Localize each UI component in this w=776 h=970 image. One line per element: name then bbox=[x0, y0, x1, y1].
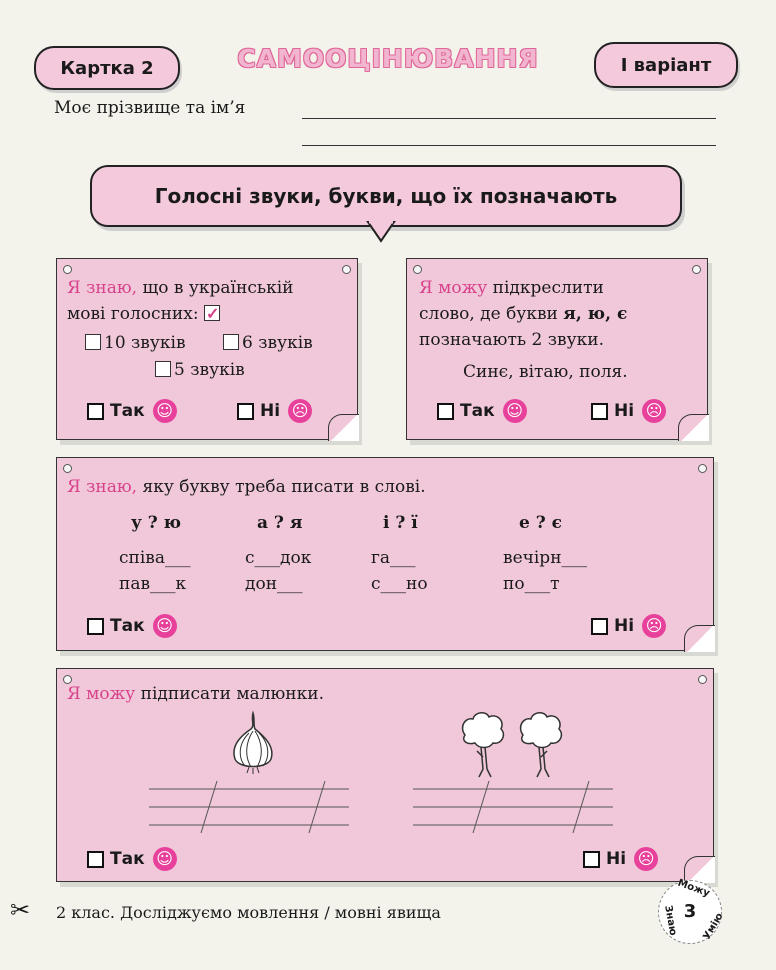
vowel-answer-checkbox[interactable] bbox=[204, 305, 220, 321]
badge-word: Знаю bbox=[662, 904, 679, 937]
word-blank[interactable]: співа___ bbox=[119, 548, 191, 568]
word-blank[interactable]: с___но bbox=[371, 574, 428, 594]
no-checkbox[interactable] bbox=[237, 403, 254, 420]
card-underline-word bbox=[406, 258, 708, 440]
card1-lead: Я знаю, bbox=[67, 278, 138, 298]
word-blank[interactable]: га___ bbox=[371, 548, 416, 568]
yes-checkbox[interactable] bbox=[87, 403, 104, 420]
sad-face-icon: ☹ bbox=[642, 614, 666, 638]
option-10-checkbox[interactable] bbox=[85, 334, 101, 350]
option-5-checkbox[interactable] bbox=[155, 361, 171, 377]
yes-checkbox[interactable] bbox=[437, 403, 454, 420]
word-blank[interactable]: дон___ bbox=[245, 574, 303, 594]
card-number-label: Картка 2 bbox=[60, 57, 154, 79]
yes-checkbox[interactable] bbox=[87, 851, 104, 868]
word-blank[interactable]: вечірн___ bbox=[503, 548, 588, 568]
card2-letters: я, ю, є bbox=[563, 304, 628, 324]
page-badge bbox=[658, 877, 726, 944]
trees-icon bbox=[457, 707, 581, 779]
topic-title: Голосні звуки, букви, що їх позначають bbox=[154, 184, 618, 208]
pair-u-yu: у ? ю bbox=[131, 513, 182, 533]
onion-icon bbox=[225, 709, 281, 775]
yes-label: Так bbox=[110, 616, 145, 636]
card-hole bbox=[63, 265, 72, 274]
happy-face-icon: ☺ bbox=[503, 399, 527, 423]
badge-word: Можу bbox=[676, 877, 712, 900]
yes-label: Так bbox=[460, 401, 495, 421]
card-hole bbox=[698, 464, 707, 473]
no-answer[interactable] bbox=[237, 399, 312, 423]
variant-badge bbox=[594, 42, 738, 88]
card3-text: яку букву треба писати в слові. bbox=[142, 477, 426, 497]
writing-lines-left[interactable] bbox=[149, 777, 359, 839]
card4-text: підписати малюнки. bbox=[140, 684, 324, 704]
no-label: Ні bbox=[606, 849, 627, 869]
card-hole bbox=[698, 675, 707, 684]
option-5-label: 5 звуків bbox=[174, 360, 245, 380]
pair-a-ya: а ? я bbox=[257, 513, 303, 533]
yes-answer[interactable] bbox=[87, 399, 177, 423]
yes-label: Так bbox=[110, 849, 145, 869]
word-blank[interactable]: пав___к bbox=[119, 574, 187, 594]
pair-i-yi: і ? ї bbox=[383, 513, 418, 533]
banner-pointer bbox=[366, 221, 396, 243]
no-checkbox[interactable] bbox=[591, 403, 608, 420]
no-label: Ні bbox=[614, 616, 635, 636]
yes-answer[interactable] bbox=[437, 399, 527, 423]
sad-face-icon: ☹ bbox=[288, 399, 312, 423]
card-which-letter bbox=[56, 457, 714, 651]
scissors-icon: ✂ bbox=[10, 896, 31, 924]
page-curl bbox=[328, 414, 359, 441]
no-label: Ні bbox=[614, 401, 635, 421]
card-hole bbox=[342, 265, 351, 274]
page-curl bbox=[684, 625, 715, 652]
page-curl bbox=[678, 414, 709, 441]
card-label-pictures bbox=[56, 668, 714, 882]
card2-lead: Я можу bbox=[419, 278, 488, 298]
yes-answer[interactable] bbox=[87, 847, 177, 871]
happy-face-icon: ☺ bbox=[153, 847, 177, 871]
no-label: Ні bbox=[260, 401, 281, 421]
card2-line2: слово, де букви bbox=[419, 304, 558, 324]
footer-text: 2 клас. Досліджуємо мовлення / мовні явища bbox=[56, 903, 441, 922]
happy-face-icon: ☺ bbox=[153, 399, 177, 423]
no-answer[interactable] bbox=[583, 847, 658, 871]
no-checkbox[interactable] bbox=[583, 851, 600, 868]
yes-answer[interactable] bbox=[87, 614, 177, 638]
happy-face-icon: ☺ bbox=[153, 614, 177, 638]
variant-label: І варіант bbox=[620, 54, 712, 76]
sad-face-icon: ☹ bbox=[634, 847, 658, 871]
card-hole bbox=[63, 464, 72, 473]
sad-face-icon: ☹ bbox=[642, 399, 666, 423]
yes-label: Так bbox=[110, 401, 145, 421]
topic-banner bbox=[90, 165, 682, 227]
word-blank[interactable]: с___док bbox=[245, 548, 312, 568]
card4-lead: Я можу bbox=[67, 684, 136, 704]
card2-words[interactable]: Синє, вітаю, поля. bbox=[463, 362, 628, 382]
card-hole bbox=[413, 265, 422, 274]
page-title: САМООЦІНЮВАННЯ bbox=[237, 44, 539, 73]
card-hole bbox=[692, 265, 701, 274]
card2-line3: позначають 2 звуки. bbox=[419, 330, 604, 350]
no-answer[interactable] bbox=[591, 399, 666, 423]
card1-line1: що в українській bbox=[142, 278, 294, 298]
option-6-label: 6 звуків bbox=[242, 333, 313, 353]
card2-line1: підкреслити bbox=[492, 278, 604, 298]
card1-line2: мові голосних: bbox=[67, 304, 199, 324]
name-line-1[interactable] bbox=[302, 118, 716, 119]
page-number: 3 bbox=[683, 901, 697, 922]
option-10-label: 10 звуків bbox=[104, 333, 186, 353]
no-checkbox[interactable] bbox=[591, 618, 608, 635]
option-6-checkbox[interactable] bbox=[223, 334, 239, 350]
yes-checkbox[interactable] bbox=[87, 618, 104, 635]
writing-lines-right[interactable] bbox=[413, 777, 623, 839]
no-answer[interactable] bbox=[591, 614, 666, 638]
name-field-label: Моє прізвище та ім’я bbox=[54, 98, 246, 118]
card3-lead: Я знаю, bbox=[67, 477, 138, 497]
page-curl bbox=[684, 856, 715, 883]
word-blank[interactable]: по___т bbox=[503, 574, 560, 594]
pair-e-ye: е ? є bbox=[519, 513, 562, 533]
badge-word: Умію bbox=[701, 911, 726, 942]
name-line-2[interactable] bbox=[302, 145, 716, 146]
card-vowel-count bbox=[56, 258, 358, 440]
